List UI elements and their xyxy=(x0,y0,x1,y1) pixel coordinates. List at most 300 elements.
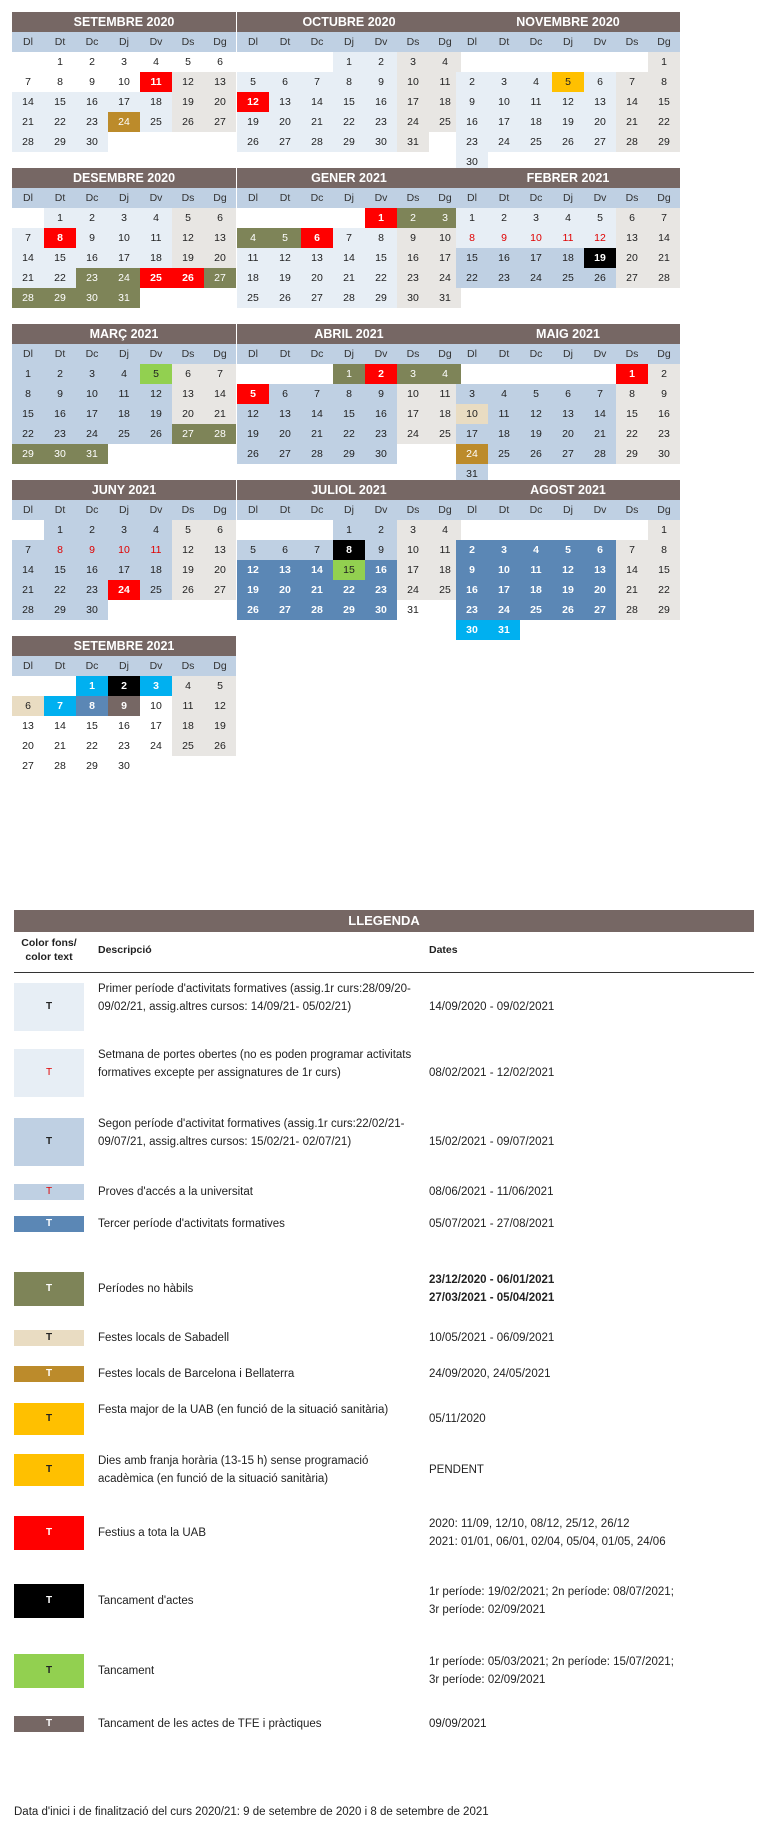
legend-swatch: T xyxy=(14,1654,84,1688)
legend-swatch: T xyxy=(14,1216,84,1232)
day-cell: 14 xyxy=(301,560,333,580)
day-cell: 21 xyxy=(301,580,333,600)
legend-dates: 09/09/2021 xyxy=(429,1718,487,1730)
day-cell: 22 xyxy=(648,112,680,132)
weekday-header: Ds xyxy=(397,188,429,208)
day-cell: 29 xyxy=(12,444,44,464)
day-cell: 5 xyxy=(237,384,269,404)
day-cell: 4 xyxy=(108,364,140,384)
day-cell: 29 xyxy=(333,444,365,464)
month-3 xyxy=(456,12,680,172)
weekday-header: Dj xyxy=(333,188,365,208)
weekday-header: Dl xyxy=(12,188,44,208)
day-cell: 21 xyxy=(12,112,44,132)
day-cell: 7 xyxy=(204,364,236,384)
day-empty xyxy=(616,520,648,540)
day-cell: 15 xyxy=(44,92,76,112)
day-cell: 5 xyxy=(172,208,204,228)
day-cell: 12 xyxy=(237,560,269,580)
day-cell: 26 xyxy=(172,268,204,288)
day-cell: 1 xyxy=(76,676,108,696)
weekday-header: Dc xyxy=(76,32,108,52)
day-empty xyxy=(12,52,44,72)
legend-row xyxy=(14,1639,754,1703)
weekday-header: Dj xyxy=(333,344,365,364)
day-cell: 11 xyxy=(140,72,172,92)
month-13 xyxy=(12,636,236,776)
day-cell: 1 xyxy=(333,52,365,72)
legend-description: Festius a tota la UAB xyxy=(98,1527,207,1539)
day-empty xyxy=(237,52,269,72)
day-cell: 7 xyxy=(25,76,31,88)
day-cell: 21 xyxy=(12,580,44,600)
day-cell: 21 xyxy=(301,424,333,444)
day-empty xyxy=(488,52,520,72)
day-cell: 7 xyxy=(301,384,333,404)
day-cell: 18 xyxy=(140,92,172,112)
legend-dates: 08/02/2021 - 12/02/2021 xyxy=(429,1067,555,1079)
day-empty xyxy=(520,52,552,72)
legend-row xyxy=(14,1361,754,1387)
day-empty xyxy=(12,676,44,696)
day-cell: 12 xyxy=(172,228,204,248)
weekday-header: Ds xyxy=(172,500,204,520)
day-cell: 6 xyxy=(584,72,616,92)
legend-description: Períodes no hàbils xyxy=(98,1283,194,1295)
weekday-header: Dj xyxy=(108,656,140,676)
legend-description: Proves d'accés a la universitat xyxy=(98,1186,253,1198)
day-cell: 24 xyxy=(108,580,140,600)
day-cell: 29 xyxy=(44,600,76,620)
legend-description: Tancament de les actes de TFE i pràctiques xyxy=(98,1718,322,1730)
day-cell: 5 xyxy=(140,364,172,384)
day-empty xyxy=(269,52,301,72)
weekday-header: Dv xyxy=(365,500,397,520)
day-empty xyxy=(333,208,365,228)
day-cell: 21 xyxy=(204,404,236,424)
day-empty xyxy=(237,208,269,228)
day-cell: 31 xyxy=(488,620,520,640)
month-title: DESEMBRE 2020 xyxy=(12,168,236,188)
day-cell: 2 xyxy=(365,364,397,384)
day-cell: 23 xyxy=(456,600,488,620)
weekday-header: Dg xyxy=(648,500,680,520)
legend-row xyxy=(14,1259,754,1319)
month-6 xyxy=(456,168,680,288)
day-cell: 23 xyxy=(365,580,397,600)
day-cell: 16 xyxy=(76,92,108,112)
legend-dates: 10/05/2021 - 06/09/2021 xyxy=(429,1332,555,1344)
day-cell: 12 xyxy=(269,248,301,268)
day-cell: 20 xyxy=(204,92,236,112)
day-cell: 16 xyxy=(118,720,130,732)
day-cell: 27 xyxy=(172,424,204,444)
day-cell: 7 xyxy=(12,228,44,248)
day-cell: 21 xyxy=(12,268,44,288)
day-cell: 5 xyxy=(237,72,269,92)
day-cell: 12 xyxy=(584,228,616,248)
day-cell: 18 xyxy=(237,268,269,288)
day-cell: 9 xyxy=(108,696,140,716)
day-cell: 13 xyxy=(269,404,301,424)
day-cell: 17 xyxy=(76,404,108,424)
legend-dates: PENDENT xyxy=(429,1464,484,1476)
day-cell: 1 xyxy=(648,52,680,72)
day-cell: 8 xyxy=(333,72,365,92)
day-cell: 13 xyxy=(269,560,301,580)
weekday-header: Ds xyxy=(172,344,204,364)
day-cell: 22 xyxy=(12,424,44,444)
day-cell: 9 xyxy=(488,228,520,248)
day-cell: 25 xyxy=(429,112,461,132)
day-cell: 29 xyxy=(44,288,76,308)
day-cell: 18 xyxy=(140,560,172,580)
day-cell: 11 xyxy=(488,404,520,424)
day-cell: 15 xyxy=(333,404,365,424)
day-cell: 31 xyxy=(407,604,419,616)
day-cell: 4 xyxy=(153,56,159,68)
month-11 xyxy=(237,480,461,620)
day-cell: 18 xyxy=(429,404,461,424)
day-cell: 19 xyxy=(520,424,552,444)
day-cell: 22 xyxy=(86,740,98,752)
weekday-header: Dg xyxy=(204,656,236,676)
day-empty xyxy=(237,364,269,384)
day-cell: 20 xyxy=(172,404,204,424)
day-cell: 10 xyxy=(397,384,429,404)
day-cell: 8 xyxy=(616,384,648,404)
calendar-grid xyxy=(0,0,769,900)
month-days-grid xyxy=(12,344,236,464)
legend-dates: 05/11/2020 xyxy=(429,1413,486,1425)
day-cell: 18 xyxy=(520,580,552,600)
day-cell: 8 xyxy=(57,76,63,88)
weekday-header: Dg xyxy=(429,500,461,520)
day-cell: 23 xyxy=(76,268,108,288)
day-cell: 11 xyxy=(520,560,552,580)
day-cell: 30 xyxy=(44,444,76,464)
legend-swatch: T xyxy=(14,1049,84,1097)
day-cell: 8 xyxy=(44,540,76,560)
legend-description: Dies amb franja horària (13-15 h) sense programació acadèmica (en funció de la situació sanitària) xyxy=(98,1455,369,1485)
weekday-header: Dc xyxy=(76,500,108,520)
weekday-header: Dj xyxy=(333,32,365,52)
legend-swatch: T xyxy=(14,1403,84,1435)
day-cell: 7 xyxy=(616,72,648,92)
legend-swatch: T xyxy=(14,1330,84,1346)
day-cell: 21 xyxy=(648,248,680,268)
weekday-header: Dc xyxy=(520,32,552,52)
day-cell: 27 xyxy=(584,132,616,152)
legend-row xyxy=(14,1571,754,1631)
weekday-header: Dv xyxy=(365,188,397,208)
day-cell: 10 xyxy=(397,72,429,92)
day-cell: 5 xyxy=(584,208,616,228)
day-cell: 20 xyxy=(584,580,616,600)
day-cell: 3 xyxy=(520,208,552,228)
month-days-grid xyxy=(12,188,236,308)
day-cell: 12 xyxy=(172,540,204,560)
day-cell: 15 xyxy=(456,248,488,268)
day-cell: 30 xyxy=(118,760,130,772)
day-empty xyxy=(456,52,488,72)
weekday-header: Dv xyxy=(584,32,616,52)
day-empty xyxy=(301,208,333,228)
day-cell: 11 xyxy=(429,72,461,92)
legend-swatch: T xyxy=(14,1584,84,1618)
day-cell: 22 xyxy=(333,580,365,600)
day-cell: 20 xyxy=(269,112,301,132)
day-cell: 24 xyxy=(520,268,552,288)
weekday-header: Dv xyxy=(365,32,397,52)
day-cell: 16 xyxy=(397,248,429,268)
day-cell: 13 xyxy=(204,72,236,92)
weekday-header: Dl xyxy=(237,344,269,364)
weekday-header: Dv xyxy=(140,32,172,52)
day-cell: 31 xyxy=(397,132,429,152)
day-cell: 7 xyxy=(12,540,44,560)
day-cell: 17 xyxy=(108,560,140,580)
day-cell: 22 xyxy=(333,424,365,444)
day-cell: 1 xyxy=(648,520,680,540)
day-cell: 2 xyxy=(488,208,520,228)
day-cell: 11 xyxy=(172,696,204,716)
day-cell: 9 xyxy=(76,540,108,560)
day-empty xyxy=(488,520,520,540)
day-cell: 22 xyxy=(44,112,76,132)
day-cell: 1 xyxy=(12,364,44,384)
day-cell: 7 xyxy=(648,208,680,228)
month-1 xyxy=(12,12,236,152)
weekday-header: Dg xyxy=(429,188,461,208)
day-cell: 26 xyxy=(584,268,616,288)
day-cell: 27 xyxy=(204,580,236,600)
day-cell: 31 xyxy=(456,464,488,484)
weekday-header: Dt xyxy=(44,344,76,364)
day-cell: 11 xyxy=(429,540,461,560)
day-cell: 20 xyxy=(552,424,584,444)
weekday-header: Ds xyxy=(397,32,429,52)
day-empty xyxy=(584,52,616,72)
weekday-header: Dt xyxy=(488,32,520,52)
day-empty xyxy=(552,52,584,72)
month-4 xyxy=(12,168,236,308)
weekday-header: Dc xyxy=(301,344,333,364)
weekday-header: Dt xyxy=(488,188,520,208)
day-cell: 17 xyxy=(456,424,488,444)
legend-description: Tancament xyxy=(98,1665,155,1677)
day-cell: 17 xyxy=(488,580,520,600)
day-cell: 2 xyxy=(456,72,488,92)
day-cell: 25 xyxy=(488,444,520,464)
day-cell: 28 xyxy=(12,132,44,152)
day-cell: 10 xyxy=(488,92,520,112)
day-cell: 15 xyxy=(648,92,680,112)
day-cell: 19 xyxy=(172,560,204,580)
day-cell: 6 xyxy=(584,540,616,560)
day-cell: 27 xyxy=(552,444,584,464)
day-cell: 2 xyxy=(648,364,680,384)
month-7 xyxy=(12,324,236,464)
day-cell: 19 xyxy=(269,268,301,288)
day-cell: 18 xyxy=(172,716,204,736)
day-cell: 31 xyxy=(76,444,108,464)
day-cell: 18 xyxy=(108,404,140,424)
day-cell: 5 xyxy=(552,72,584,92)
day-cell: 25 xyxy=(140,112,172,132)
day-cell: 28 xyxy=(54,760,66,772)
day-empty xyxy=(584,520,616,540)
day-cell: 4 xyxy=(552,208,584,228)
legend-swatch: T xyxy=(14,1516,84,1550)
day-empty xyxy=(269,364,301,384)
day-cell: 14 xyxy=(12,248,44,268)
day-cell: 16 xyxy=(456,112,488,132)
weekday-header: Dg xyxy=(204,500,236,520)
legend-dates: 1r període: 05/03/2021; 2n període: 15/07/2021; 3r període: 02/09/2021 xyxy=(429,1656,674,1686)
day-cell: 15 xyxy=(333,560,365,580)
weekday-header: Dv xyxy=(584,500,616,520)
day-cell: 20 xyxy=(269,424,301,444)
day-cell: 3 xyxy=(140,676,172,696)
day-cell: 21 xyxy=(584,424,616,444)
day-cell: 13 xyxy=(204,228,236,248)
month-title: NOVEMBRE 2020 xyxy=(456,12,680,32)
day-cell: 30 xyxy=(456,152,488,172)
month-days-grid xyxy=(456,500,680,640)
day-cell: 26 xyxy=(552,132,584,152)
day-cell: 11 xyxy=(552,228,584,248)
day-cell: 4 xyxy=(172,676,204,696)
day-cell: 13 xyxy=(22,720,34,732)
day-cell: 5 xyxy=(185,56,191,68)
month-days-grid xyxy=(12,656,236,776)
day-cell: 14 xyxy=(301,404,333,424)
day-cell: 29 xyxy=(44,132,76,152)
day-cell: 10 xyxy=(429,228,461,248)
day-cell: 14 xyxy=(616,560,648,580)
day-empty xyxy=(520,364,552,384)
legend-description: Tercer període d'activitats formatives xyxy=(98,1218,285,1230)
day-cell: 3 xyxy=(488,540,520,560)
weekday-header: Dv xyxy=(140,656,172,676)
day-cell: 18 xyxy=(520,112,552,132)
legend-row xyxy=(14,1447,754,1493)
day-cell: 8 xyxy=(12,384,44,404)
day-cell: 21 xyxy=(616,112,648,132)
legend xyxy=(14,910,754,1730)
day-cell: 17 xyxy=(397,404,429,424)
day-cell: 14 xyxy=(204,384,236,404)
day-cell: 18 xyxy=(552,248,584,268)
day-cell: 23 xyxy=(648,424,680,444)
weekday-header: Ds xyxy=(172,32,204,52)
day-cell: 19 xyxy=(140,404,172,424)
day-cell: 20 xyxy=(204,560,236,580)
day-cell: 17 xyxy=(108,92,140,112)
weekday-header: Dj xyxy=(552,188,584,208)
day-cell: 5 xyxy=(204,676,236,696)
day-cell: 1 xyxy=(333,520,365,540)
day-cell: 9 xyxy=(456,560,488,580)
day-empty xyxy=(456,364,488,384)
day-cell: 1 xyxy=(616,364,648,384)
legend-dates: 1r període: 19/02/2021; 2n període: 08/07/2021; 3r període: 02/09/2021 xyxy=(429,1586,674,1616)
day-cell: 19 xyxy=(237,424,269,444)
day-cell: 18 xyxy=(429,92,461,112)
day-cell: 30 xyxy=(648,444,680,464)
legend-description: Festes locals de Sabadell xyxy=(98,1332,230,1344)
day-cell: 29 xyxy=(333,132,365,152)
day-cell: 16 xyxy=(648,404,680,424)
day-cell: 13 xyxy=(616,228,648,248)
month-12 xyxy=(456,480,680,640)
day-cell: 3 xyxy=(76,364,108,384)
day-cell: 30 xyxy=(456,620,488,640)
day-cell: 6 xyxy=(269,72,301,92)
month-title: ABRIL 2021 xyxy=(237,324,461,344)
day-cell: 12 xyxy=(140,384,172,404)
day-cell: 17 xyxy=(520,248,552,268)
day-cell: 6 xyxy=(204,520,236,540)
month-2 xyxy=(237,12,461,152)
weekday-header: Dt xyxy=(488,500,520,520)
day-cell: 4 xyxy=(488,384,520,404)
day-cell: 10 xyxy=(456,404,488,424)
day-cell: 22 xyxy=(616,424,648,444)
day-cell: 11 xyxy=(108,384,140,404)
day-cell: 25 xyxy=(140,580,172,600)
day-cell: 1 xyxy=(333,364,365,384)
day-cell: 14 xyxy=(616,92,648,112)
day-cell: 19 xyxy=(172,92,204,112)
day-cell: 27 xyxy=(22,760,34,772)
legend-dates: 08/06/2021 - 11/06/2021 xyxy=(429,1186,554,1198)
day-empty xyxy=(44,676,76,696)
day-cell: 1 xyxy=(365,208,397,228)
day-cell: 25 xyxy=(520,132,552,152)
weekday-header: Dg xyxy=(648,344,680,364)
day-cell: 13 xyxy=(269,92,301,112)
day-cell: 10 xyxy=(108,228,140,248)
day-cell: 5 xyxy=(237,540,269,560)
day-cell: 19 xyxy=(552,580,584,600)
day-cell: 26 xyxy=(269,288,301,308)
day-cell: 22 xyxy=(456,268,488,288)
weekday-header: Dl xyxy=(237,32,269,52)
day-cell: 5 xyxy=(552,540,584,560)
day-cell: 22 xyxy=(44,268,76,288)
day-cell: 30 xyxy=(76,600,108,620)
month-title: MARÇ 2021 xyxy=(12,324,236,344)
month-days-grid xyxy=(237,500,461,620)
weekday-header: Dt xyxy=(44,188,76,208)
day-cell: 8 xyxy=(333,540,365,560)
day-cell: 28 xyxy=(301,444,333,464)
day-cell: 27 xyxy=(204,112,236,132)
day-cell: 7 xyxy=(44,696,76,716)
day-cell: 23 xyxy=(365,424,397,444)
day-cell: 24 xyxy=(429,268,461,288)
day-cell: 15 xyxy=(44,248,76,268)
day-cell: 9 xyxy=(365,72,397,92)
weekday-header: Dg xyxy=(648,188,680,208)
day-cell: 30 xyxy=(365,600,397,620)
weekday-header: Ds xyxy=(172,188,204,208)
day-cell: 20 xyxy=(584,112,616,132)
day-cell: 20 xyxy=(616,248,648,268)
day-cell: 27 xyxy=(269,444,301,464)
